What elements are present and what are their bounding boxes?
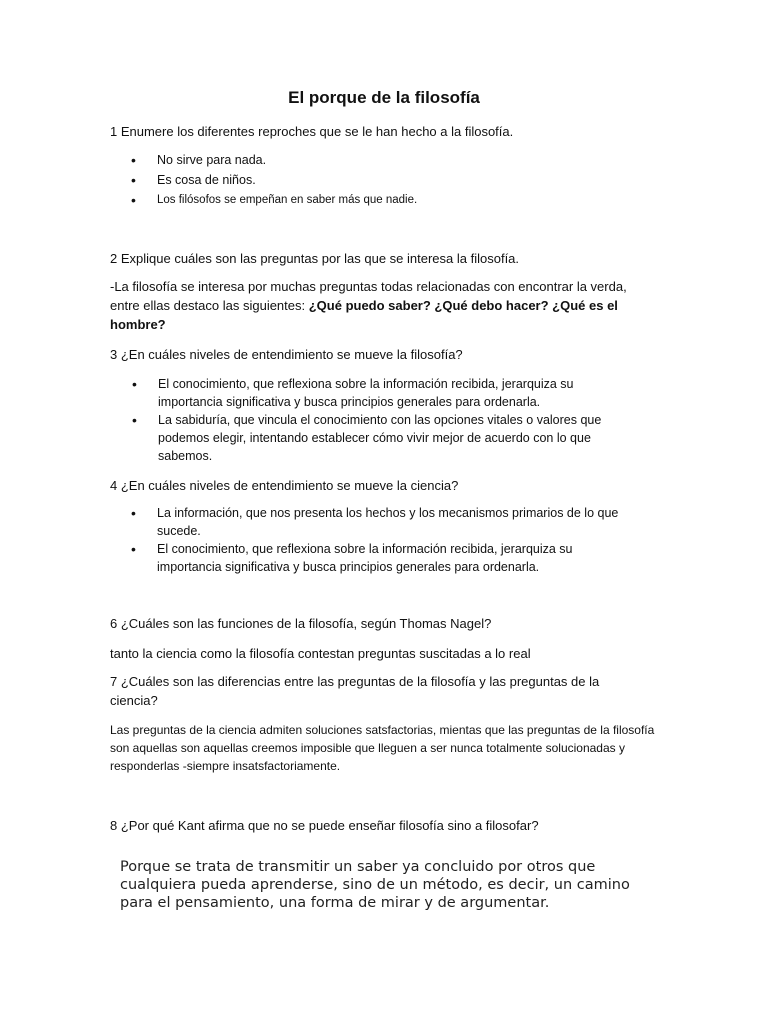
question-6: 6 ¿Cuáles son las funciones de la filosofía, según Thomas Nagel? (110, 616, 492, 631)
list-item: • Los filósofos se empeñan en saber más que nadie. (131, 192, 418, 208)
question-4: 4 ¿En cuáles niveles de entendimiento se mueve la ciencia? (110, 478, 459, 493)
bullet-icon: • (131, 505, 136, 521)
bullet-icon: • (132, 412, 137, 428)
list-item: • Es cosa de niños. (131, 172, 256, 188)
answer-7: Las preguntas de la ciencia admiten soluciones satsfactorias, mientas que las preguntas de la filosofía son aquellas son aquellas creemos imposible que lleguen a ser nunca totalmente solucionadas y responderlas -siempre insatsfactoriamente. (110, 723, 655, 773)
answer-2: -La filosofía se interesa por muchas preguntas todas relacionadas con encontrar la verda, entre ellas destaco las siguientes: ¿Qué puedo saber? ¿Qué debo hacer? ¿Qué es el hombre? (110, 279, 627, 332)
bullet-icon: • (131, 192, 136, 208)
list-item: • No sirve para nada. (131, 152, 267, 168)
bullet-icon: • (132, 376, 137, 392)
bullet-icon: • (131, 152, 136, 168)
answer-8: Porque se trata de transmitir un saber ya concluido por otros que cualquiera pueda aprenderse, sino de un método, es decir, un camino para el pensamiento, una forma de mirar y de argumentar. (120, 859, 630, 911)
answer-6: tanto la ciencia como la filosofía contestan preguntas suscitadas a lo real (110, 646, 531, 661)
bullet-icon: • (131, 541, 136, 557)
list-item: • El conocimiento, que reflexiona sobre la información recibida, jerarquiza su importancia significativa y busca principios generales para ordenarla. (131, 541, 573, 574)
question-3-bullets (132, 375, 632, 465)
list-item: • El conocimiento, que reflexiona sobre la información recibida, jerarquiza su importancia significativa y busca principios generales para ordenarla. (132, 376, 574, 409)
question-1: 1 Enumere los diferentes reproches que se le han hecho a la filosofía. (110, 124, 514, 139)
bullet-icon: • (131, 172, 136, 188)
question-4-bullets (131, 504, 631, 576)
question-1-bullets (131, 150, 631, 210)
list-item: • La información, que nos presenta los hechos y los mecanismos primarios de lo que sucede. (131, 505, 619, 538)
document-title: El porque de la filosofía (288, 88, 480, 107)
question-8: 8 ¿Por qué Kant afirma que no se puede enseñar filosofía sino a filosofar? (110, 818, 539, 833)
question-3: 3 ¿En cuáles niveles de entendimiento se mueve la filosofía? (110, 347, 463, 362)
question-2: 2 Explique cuáles son las preguntas por las que se interesa la filosofía. (110, 251, 520, 266)
question-7: 7 ¿Cuáles son las diferencias entre las preguntas de la filosofía y las preguntas de la ciencia? (110, 674, 600, 708)
list-item: • La sabiduría, que vincula el conocimiento con las opciones vitales o valores que podemos elegir, intentando establecer cómo vivir mejor de acuerdo con lo que sabemos. (132, 412, 602, 463)
